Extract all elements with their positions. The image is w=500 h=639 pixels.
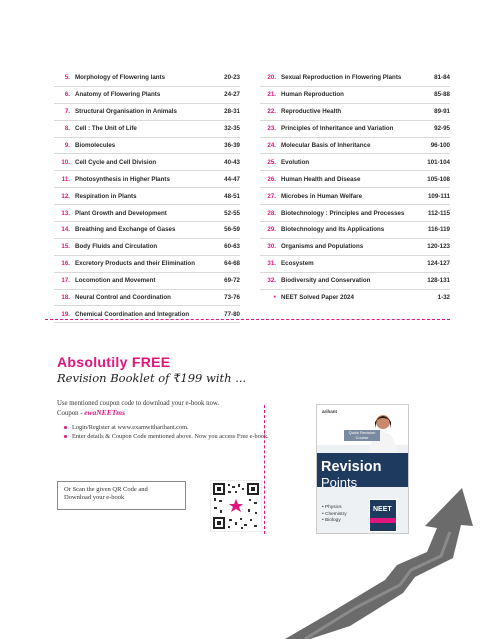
coupon-line	[57, 408, 297, 418]
chapter-number: 24.	[267, 142, 276, 149]
chapter-title: Anatomy of Flowering Plants	[75, 91, 161, 99]
chapter-pages: 116-119	[427, 226, 450, 234]
chapter-pages: 92-95	[434, 125, 450, 133]
chapter-pages: 112-115	[427, 209, 450, 217]
chapter-title: Microbes in Human Welfare	[281, 192, 363, 200]
toc-row	[54, 256, 240, 273]
chapter-title: Biotechnology and Its Applications	[281, 226, 385, 234]
steps-list	[64, 424, 284, 442]
bullet-icon: •	[273, 294, 276, 302]
toc-row	[260, 70, 450, 87]
toc-row	[54, 273, 240, 290]
chapter-number: 21.	[267, 91, 276, 99]
chapter-pages: 40-43	[224, 158, 240, 166]
chapter-number: 26.	[267, 175, 276, 183]
chapter-number: 30.	[267, 243, 276, 251]
chapter-title: Cell Cycle and Cell Division	[75, 158, 157, 166]
chapter-title: Cell : The Unit of Life	[75, 125, 137, 133]
chapter-pages: 48-51	[224, 192, 240, 200]
coupon-label: Coupon -	[57, 410, 85, 417]
toc-row	[260, 188, 450, 205]
chapter-number: 31.	[267, 260, 276, 268]
toc-row	[260, 222, 450, 239]
chapter-number: 23.	[267, 125, 276, 133]
chapter-number: 8.	[64, 125, 70, 133]
chapter-pages: 69-72	[224, 277, 240, 285]
scan-text-line: Or Scan the given QR Code and	[64, 486, 148, 493]
chapter-number: 9.	[64, 142, 70, 149]
chapter-pages: 128-131	[427, 277, 450, 285]
chapter-title: Plant Growth and Development	[75, 209, 167, 217]
chapter-pages: 85-88	[434, 91, 450, 99]
toc-row	[54, 138, 240, 155]
chapter-title: Photosynthesis in Higher Plants	[75, 175, 170, 183]
chapter-title: NEET Solved Paper 2024	[281, 294, 354, 302]
toc-row	[54, 188, 240, 205]
toc-row	[260, 273, 450, 290]
toc-row	[260, 138, 450, 155]
chapter-pages: 81-84	[434, 74, 450, 82]
toc-row	[260, 154, 450, 171]
toc-row	[54, 121, 240, 138]
chapter-number: 16.	[61, 260, 70, 268]
chapter-number: 18.	[61, 294, 70, 302]
coupon-code: ewaNEETms	[84, 408, 126, 417]
chapter-title: Structural Organisation in Animals	[75, 108, 177, 116]
step-item: Login/Register at www.examwitharihant.com.	[64, 424, 284, 432]
chapter-title: Biomolecules	[75, 142, 116, 149]
chapter-pages: 52-55	[224, 209, 240, 217]
chapter-title: Chemical Coordination and Integration	[75, 310, 190, 318]
chapter-number: 14.	[61, 226, 70, 234]
growth-arrow-icon	[265, 460, 500, 639]
subject-item: • Chemistry	[322, 511, 347, 517]
toc-row	[54, 239, 240, 256]
book-title: Revision	[321, 459, 382, 475]
chapter-pages: 124-127	[427, 260, 450, 268]
promo-title: Absolutily FREE	[57, 354, 171, 370]
chapter-title: Evolution	[281, 158, 310, 166]
toc-row	[54, 171, 240, 188]
chapter-pages: 36-39	[224, 142, 240, 149]
coupon-instructions	[57, 399, 297, 418]
toc-row	[54, 70, 240, 87]
chapter-number: 13.	[61, 209, 70, 217]
section-divider	[45, 319, 450, 320]
chapter-number: 10.	[61, 158, 70, 166]
chapter-pages: 109-111	[427, 192, 450, 200]
chapter-pages: 77-80	[224, 310, 240, 318]
toc-left-column	[54, 70, 240, 323]
chapter-pages: 56-59	[224, 226, 240, 234]
chapter-title: Human Reproduction	[281, 91, 344, 99]
chapter-title: Ecosystem	[281, 260, 314, 268]
use-text: Use mentioned coupon code to download your e-book now.	[57, 400, 220, 407]
toc-row	[54, 222, 240, 239]
chapter-pages: 60-63	[224, 243, 240, 251]
toc-row	[54, 205, 240, 222]
toc-row-solved-paper	[260, 290, 450, 306]
chapter-number: 20.	[267, 74, 276, 82]
chapter-number: 17.	[61, 277, 70, 285]
toc-row	[54, 87, 240, 104]
toc-row	[260, 205, 450, 222]
promo-subtitle: Revision Booklet of ₹199 with ...	[57, 371, 247, 385]
chapter-pages: 73-76	[224, 294, 240, 302]
chapter-pages: 1-32	[437, 294, 450, 302]
mini-book-title: NEET	[373, 506, 392, 513]
toc-row	[54, 290, 240, 307]
chapter-pages: 44-47	[224, 175, 240, 183]
chapter-title: Morphology of Flowering lants	[75, 74, 166, 82]
chapter-pages: 120-123	[427, 243, 450, 251]
book-tag: Quick Revision Course	[344, 430, 380, 441]
chapter-pages: 89-91	[434, 108, 450, 116]
chapter-title: Reproductive Health	[281, 108, 342, 116]
chapter-title: Molecular Basis of Inheritance	[281, 142, 371, 149]
toc-row	[260, 121, 450, 138]
chapter-pages: 28-31	[224, 108, 240, 116]
toc-row	[54, 104, 240, 121]
brand-logo: arihant	[322, 409, 338, 414]
scan-text	[64, 486, 148, 502]
toc-row	[260, 87, 450, 104]
chapter-number: 19.	[61, 310, 70, 318]
toc-row	[54, 154, 240, 171]
chapter-number: 12.	[61, 192, 70, 200]
chapter-pages: 32-35	[224, 125, 240, 133]
chapter-title: Locomotion and Movement	[75, 277, 156, 285]
chapter-number: 27.	[267, 192, 276, 200]
chapter-number: 22.	[267, 108, 276, 116]
chapter-number: 32.	[267, 277, 276, 285]
toc-row	[260, 171, 450, 188]
chapter-title: Biotechnology : Principles and Processes	[281, 209, 405, 217]
subject-item: • Biology	[322, 518, 341, 523]
chapter-pages: 20-23	[224, 74, 240, 82]
toc-row	[260, 239, 450, 256]
scan-box	[57, 481, 186, 510]
chapter-pages: 96-100	[430, 142, 450, 149]
chapter-title: Respiration in Plants	[75, 192, 137, 200]
chapter-title: Biodiversity and Conservation	[281, 277, 371, 285]
book-subtitle: Points	[321, 475, 358, 490]
chapter-number: 28.	[267, 209, 276, 217]
chapter-title: Neural Control and Coordination	[75, 294, 171, 302]
scan-text-line: Download your e-book	[64, 494, 125, 501]
chapter-number: 7.	[64, 108, 70, 116]
chapter-title: Human Health and Disease	[281, 175, 361, 183]
qr-code-icon[interactable]	[210, 480, 262, 532]
toc-row	[54, 306, 240, 323]
chapter-pages: 24-27	[224, 91, 240, 99]
chapter-pages: 64-68	[224, 260, 240, 268]
toc-row	[260, 104, 450, 121]
chapter-number: 15.	[61, 243, 70, 251]
chapter-number: 11.	[61, 175, 70, 183]
toc-row	[260, 256, 450, 273]
chapter-number: 25.	[267, 158, 276, 166]
chapter-number: 5.	[64, 74, 70, 82]
chapter-number: 29.	[267, 226, 276, 234]
chapter-title: Organisms and Populations	[281, 243, 364, 251]
chapter-number: 6.	[64, 91, 70, 99]
chapter-title: Sexual Reproduction in Flowering Plants	[281, 74, 402, 82]
chapter-title: Principles of Inheritance and Variation	[281, 125, 394, 133]
step-item: Enter details & Coupon Code mentioned above. Now you access Free e-book.	[64, 433, 284, 441]
chapter-pages: 101-104	[427, 158, 450, 166]
chapter-title: Excretory Products and their Elimination	[75, 260, 195, 268]
subject-item: • Physics	[322, 505, 342, 510]
toc-right-column	[260, 70, 450, 305]
chapter-pages: 105-108	[427, 175, 450, 183]
chapter-title: Body Fluids and Circulation	[75, 243, 158, 251]
chapter-title: Breathing and Exchange of Gases	[75, 226, 176, 234]
